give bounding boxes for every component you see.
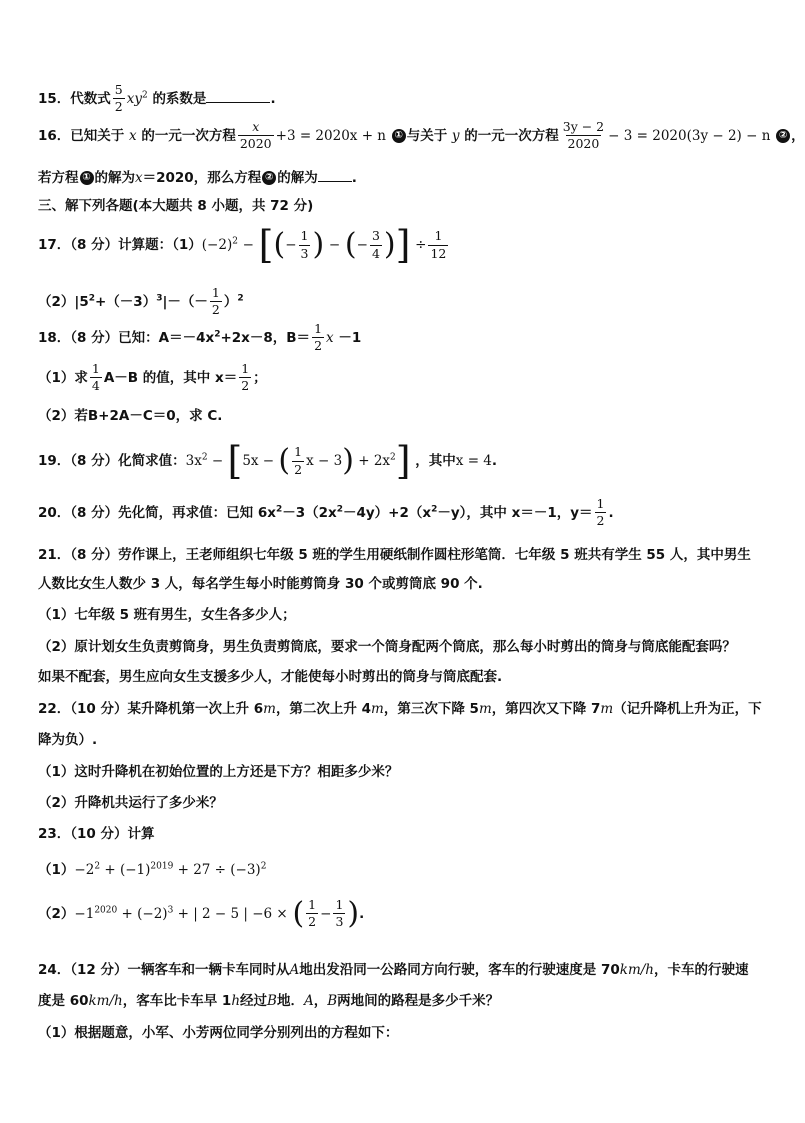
q16-text-e: ，: [791, 127, 805, 144]
question-18-line-2: [38, 362, 267, 394]
question-21-line-2: 人数比女生人数少 3 人，每名学生每小时能剪筒身 30 个或剪筒底 90 个.: [38, 576, 483, 592]
q22-unit: m: [478, 701, 492, 717]
q24-l2-a: 度是 60: [38, 993, 89, 1009]
question-16-line-1: [38, 120, 805, 152]
q24-a: 24．（12 分）一辆客车和一辆卡车同时从: [38, 962, 290, 978]
q16-text-c: 与关于: [406, 127, 448, 144]
q20-exp-3: 2: [431, 504, 438, 515]
q16-text-d: 的一元一次方程: [464, 127, 559, 144]
question-15: [38, 83, 276, 115]
q23-l2-m3: + | 2 − 5 | −6 ×: [173, 905, 288, 922]
q16-eq2-fraction: $\frac{3y - 2}{2020}$: [562, 119, 605, 152]
q22-unit: m: [600, 701, 614, 717]
q17-l2-a: （2）|5: [38, 293, 89, 310]
q23-l1-m1: −2: [74, 862, 95, 878]
q17-l2-d: ）: [223, 293, 238, 310]
right-paren: ): [383, 227, 396, 262]
question-17-line-2: [38, 286, 244, 318]
section-heading: 三、解下列各题(本大题共 8 小题，共 72 分): [38, 198, 314, 214]
q23-l2-exp2: 3: [167, 905, 174, 916]
question-21-line-4: （2）原计划女生负责剪筒身，男生负责剪筒底，要求一个筒身配两个筒底，那么每小时剪出的筒身与筒底能配套吗？: [38, 639, 736, 655]
q18-fraction: $\frac{1}{2}$: [314, 321, 323, 354]
q24-l2-f: 两地间的路程是多少千米？: [337, 993, 500, 1009]
question-18-line-1: [38, 322, 361, 354]
q19-m2: −: [207, 453, 228, 469]
left-paren: (: [344, 227, 357, 262]
answer-blank-16[interactable]: [318, 167, 352, 182]
q17-minus-2: −: [328, 237, 341, 253]
q23-end: .: [359, 905, 365, 922]
q19-m1: 3x: [185, 453, 202, 469]
q17-fraction-3: $\frac{1}{12}$: [430, 228, 447, 261]
q20-exp-1: 2: [275, 504, 283, 515]
q23-l1-m3: + 27 ÷ (−3): [173, 862, 261, 878]
q24-l2-c: 经过: [240, 993, 268, 1009]
q20-exp-2: 2: [336, 504, 343, 515]
question-21-line-1: 21．（8 分）劳作课上，王老师组织七年级 5 班的学生用硬纸制作圆柱形笔筒．七年级 5 班共有学生 55 人，其中男生: [38, 547, 751, 563]
q24-b: 地出发沿同一公路同方向行驶，客车的行驶速度是 70: [299, 962, 620, 978]
question-23-part-1: [38, 858, 266, 878]
left-bracket: [: [258, 223, 274, 267]
q19-fraction: $\frac{1}{2}$: [294, 444, 303, 477]
q18-a: 18．（8 分）已知：A＝－4x: [38, 329, 215, 346]
q15-text: 15．代数式: [38, 90, 111, 107]
q16-l2-text: 若方程: [38, 170, 79, 186]
q16-l2-var-x: x: [135, 170, 143, 186]
q19-exp-1: 2: [201, 452, 208, 463]
question-16-line-2: [38, 166, 357, 186]
question-22-line-4: （2）升降机共运行了多少米？: [38, 795, 223, 811]
question-24-line-3: （1）根据题意，小军、小芳两位同学分别列出的方程如下：: [38, 1025, 399, 1041]
q22-e: （记升降机上升为正，下: [613, 701, 762, 717]
left-paren: (: [278, 443, 291, 478]
q17-minus-1: −: [285, 237, 297, 253]
q17-l2-fraction: $\frac{1}{2}$: [211, 285, 220, 318]
q23-l2-a: （2）: [38, 905, 75, 922]
q15-end: .: [270, 90, 276, 107]
right-bracket: ]: [395, 439, 411, 483]
q16-l2-text-c: ＝2020，那么方程: [142, 170, 262, 186]
q19-m4: x − 3: [306, 453, 343, 469]
q24-hour: h: [231, 993, 241, 1009]
q24-point-b: B: [327, 993, 338, 1009]
q16-var-y: y: [451, 127, 460, 144]
q16-l2-end: .: [351, 170, 357, 186]
q23-l2-m2: + (−2): [117, 905, 168, 922]
right-paren: ): [342, 443, 354, 478]
q24-l2-e: ，: [313, 993, 328, 1009]
q22-a: 22．（10 分）某升降机第一次上升 6: [38, 701, 264, 717]
q16-eq1-fraction: $\frac{x}{2020}$: [239, 119, 272, 152]
q20-fraction: $\frac{1}{2}$: [596, 496, 605, 529]
q17-fraction-2: $\frac{3}{4}$: [371, 228, 380, 261]
q23-l1-exp1: 2: [94, 861, 101, 872]
q18-var: x: [326, 329, 334, 346]
q20-b: －3（2x: [282, 504, 337, 521]
q19-m6: x = 4: [455, 453, 492, 469]
q22-unit: m: [263, 701, 276, 717]
question-22-line-1: [38, 697, 762, 717]
q17-minus-3: −: [356, 237, 368, 253]
q18-l2-b: A－B 的值，其中 x＝: [103, 369, 238, 386]
q17-text: 17．（8 分）计算题：（1）: [38, 237, 202, 253]
q17-l2-exp2: 3: [156, 293, 163, 304]
q16-l2-text-d: 的解为: [277, 170, 318, 186]
q16-var-x: x: [129, 127, 137, 144]
q23-l1-exp2: 2019: [150, 861, 174, 872]
left-bracket: [: [227, 439, 243, 483]
question-17-line-1: [38, 223, 450, 267]
q15-fraction: $\frac{5}{2}$: [114, 82, 123, 115]
q23-l1-a: （1）: [38, 862, 75, 878]
right-paren: ): [347, 895, 360, 931]
question-19: [38, 439, 498, 483]
q23-l1-m2: + (−1): [100, 862, 151, 878]
question-24-line-2: [38, 989, 499, 1009]
q17-l2-c: |－（－: [162, 293, 208, 310]
circled-one-icon: ①: [392, 129, 406, 143]
q20-e: x＝－1，: [506, 504, 571, 521]
q22-b: ，第二次上升 4: [275, 701, 372, 717]
q22-c: ，第三次下降 5: [383, 701, 479, 717]
question-21-line-3: （1）七年级 5 班有男生，女生各多少人；: [38, 607, 296, 623]
q19-m5: + 2x: [353, 453, 391, 469]
q18-l2-a: （1）求: [38, 369, 88, 386]
q18-d: －1: [333, 329, 362, 346]
q15-exp: 2: [142, 90, 148, 101]
q18-l2-fraction-2: $\frac{1}{2}$: [241, 361, 250, 394]
q19-m3: 5x −: [242, 453, 279, 469]
right-bracket: ]: [395, 223, 411, 267]
q24-point-b: B: [267, 993, 277, 1009]
q22-unit: m: [371, 701, 384, 717]
q15-var: xy: [126, 90, 142, 107]
question-23-part-2: [38, 895, 365, 931]
q17-exp: 2: [232, 236, 238, 247]
q24-unit: km/h: [88, 993, 123, 1009]
q23-fraction-2: $\frac{1}{3}$: [335, 897, 344, 930]
q24-l2-b: ，客车比卡车早 1: [122, 993, 232, 1009]
right-paren: ): [312, 227, 325, 262]
q17-divide: ÷: [415, 237, 427, 253]
circled-one-icon: ①: [80, 171, 94, 185]
answer-blank-15[interactable]: [206, 88, 270, 103]
q23-minus: −: [320, 905, 332, 922]
q23-l2-exp1: 2020: [94, 905, 118, 916]
q23-l2-m1: −1: [74, 905, 95, 922]
question-18-line-3: （2）若B+2A－C＝0，求 C.: [38, 408, 223, 424]
q17-fraction-1: $\frac{1}{3}$: [300, 228, 309, 261]
q18-exp: 2: [214, 329, 221, 340]
q20-f: y＝: [570, 504, 593, 521]
q22-d: ，第四次又下降 7: [491, 701, 601, 717]
q24-c: ，卡车的行驶速: [654, 962, 749, 978]
question-22-line-3: （1）这时升降机在初始位置的上方还是下方？相距多少米？: [38, 764, 399, 780]
q17-l2-exp: 2: [88, 293, 95, 304]
q17-l2-exp3: 2: [237, 293, 244, 304]
q24-l2-d: 地．: [276, 993, 304, 1009]
q18-l2-c: ；: [253, 369, 267, 386]
q16-text: 16．已知关于: [38, 127, 125, 144]
q17-minus: −: [242, 237, 254, 253]
q18-b: +2x－8，B＝: [220, 329, 311, 346]
q19-exp-2: 2: [390, 452, 396, 463]
q16-text-b: 的一元一次方程: [141, 127, 236, 144]
q18-l2-fraction-1: $\frac{1}{4}$: [91, 361, 100, 394]
q23-l1-exp3: 2: [260, 861, 267, 872]
q15-text-post: 的系数是: [152, 90, 207, 107]
left-paren: (: [292, 895, 305, 931]
circled-two-icon: ②: [776, 129, 790, 143]
q20-d: －y），其中: [437, 504, 507, 521]
q20-g: .: [608, 504, 614, 521]
q19-a: 19．（8 分）化简求值：: [38, 453, 186, 469]
q19-c: .: [491, 453, 498, 469]
q16-l2-text-b: 的解为: [94, 170, 135, 186]
question-22-line-2: 降为负）.: [38, 732, 98, 748]
q24-point-a: A: [289, 962, 300, 978]
q16-eq2: − 3 = 2020(3y − 2) − n: [608, 127, 771, 144]
q23-fraction-1: $\frac{1}{2}$: [308, 897, 317, 930]
left-paren: (: [273, 227, 286, 262]
q24-unit: km/h: [619, 962, 655, 978]
q17-expr: (−2): [201, 237, 233, 253]
q16-eq1: +3 = 2020x + n: [275, 127, 386, 144]
question-24-line-1: [38, 958, 749, 978]
question-20: [38, 497, 614, 529]
question-21-line-5: 如果不配套，男生应向女生支援多少人，才能使每小时剪出的筒身与筒底配套.: [38, 669, 503, 685]
question-23-title: 23．（10 分）计算: [38, 826, 155, 842]
q19-b: ，其中: [415, 453, 456, 469]
q17-l2-b: +（－3）: [94, 293, 157, 310]
circled-two-icon: ②: [262, 171, 276, 185]
q20-a: 20．（8 分）先化简，再求值：已知 6x: [38, 504, 276, 521]
q20-c: －4y）+2（x: [342, 504, 432, 521]
q24-point-a: A: [303, 993, 314, 1009]
